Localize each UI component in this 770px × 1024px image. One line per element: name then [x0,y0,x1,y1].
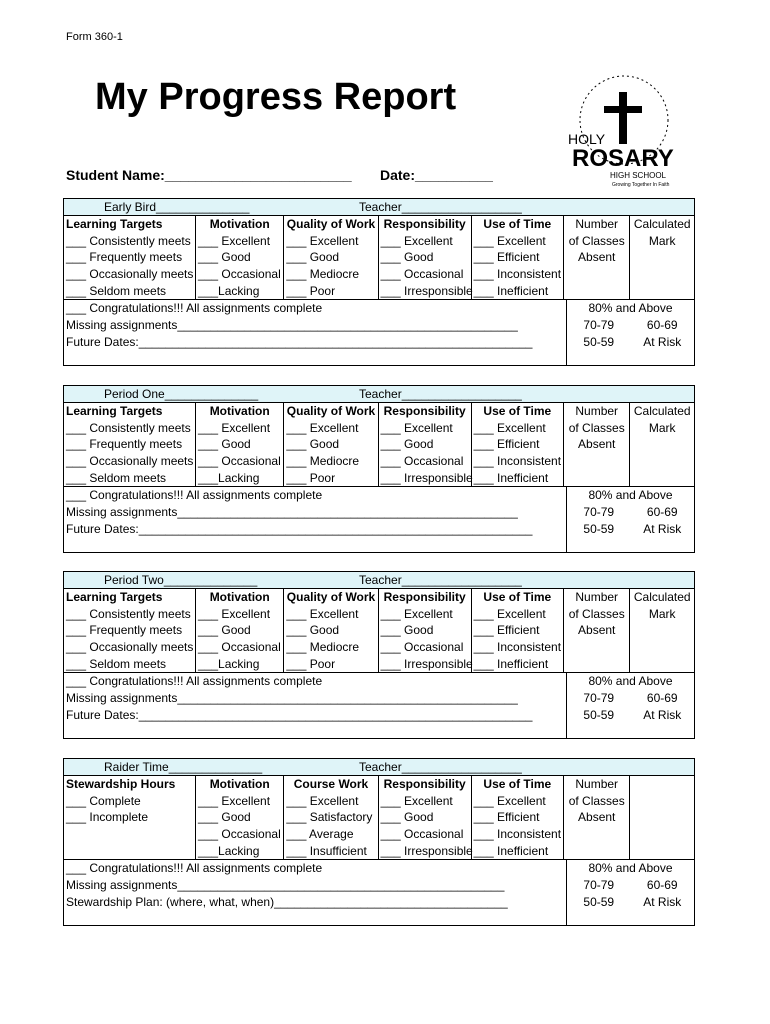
option-item: ___ Good [198,623,251,638]
option-item: ___ Good [198,437,251,452]
option-item: ___Lacking [198,283,260,298]
option-item [630,793,694,810]
scale-item: 70-79 [583,318,615,333]
option-item: ___ Inefficient [473,656,549,671]
option-item: Mark [648,233,676,248]
column-4 [379,403,472,486]
option-item: ___ Frequently meets [66,623,183,638]
option-item: Mark [648,420,676,435]
section-line: ___ Congratulations!!! All assignments complete [66,861,323,876]
option-item: ___ Excellent [473,420,546,435]
option-item: ___ Inconsistent [473,640,562,655]
section-header [64,199,694,216]
option-item: of Classes [568,420,625,435]
report-section [63,758,695,926]
option-item [564,283,630,300]
column-header: Quality of Work [286,217,376,231]
scale-item: 50-59 [583,894,615,909]
option-item: ___ Occasional [380,267,464,282]
option-item [564,453,630,470]
option-item: ___ Good [380,437,434,452]
option-item: ___ Incomplete [66,810,149,825]
column-7 [630,776,694,859]
option-item: ___ Excellent [286,420,359,435]
report-section [63,571,695,739]
logo-tagline: Growing Together In Faith [612,182,670,188]
option-item: ___ Satisfactory [286,810,373,825]
option-item: ___Lacking [198,656,260,671]
option-item [630,622,694,639]
column-3 [284,403,378,486]
option-item: ___ Good [286,250,340,265]
period-label: Raider Time______________ [104,760,263,774]
section-header [64,572,694,589]
option-item: ___ Excellent [380,420,453,435]
option-item: ___ Irresponsible [380,470,473,485]
option-item: ___ Frequently meets [66,437,183,452]
report-section [63,198,695,366]
column-3 [284,776,378,859]
section-line: Stewardship Plan: (where, what, when)___________________________________ [66,894,508,909]
option-item: ___ Efficient [473,810,540,825]
column-7 [630,216,694,299]
section-line: Missing assignments_________________________________________________ [66,878,505,893]
column-header: Learning Targets [66,404,163,418]
column-header: Learning Targets [66,217,163,231]
option-item: ___ Excellent [380,606,453,621]
column-header: Motivation [209,590,270,604]
column-header: Responsibility [383,590,466,604]
teacher-label: Teacher__________________ [359,200,522,214]
option-item: ___ Consistently meets [66,606,191,621]
option-item: ___ Excellent [198,233,271,248]
column-header: Motivation [209,777,270,791]
page-title: My Progress Report [95,76,457,118]
option-item: ___ Consistently meets [66,233,191,248]
logo-line1: HOLY [568,131,606,147]
option-item: ___ Good [286,623,340,638]
scale-item: At Risk [643,707,682,722]
option-item [64,843,195,860]
column-header: Use of Time [483,404,552,418]
grading-scale [567,300,694,364]
option-item: ___ Occasional [198,827,281,842]
option-item: ___ Excellent [473,233,546,248]
scale-item: 60-69 [646,878,678,893]
teacher-label: Teacher__________________ [359,387,522,401]
option-item: ___ Good [380,623,434,638]
option-item: ___ Good [286,437,340,452]
option-item: ___ Excellent [380,233,453,248]
option-item: ___ Excellent [473,793,546,808]
form-number: Form 360-1 [66,31,123,43]
option-item: ___ Excellent [198,420,271,435]
scale-item: 80% and Above [588,488,673,503]
option-item [630,639,694,656]
option-item: ___ Seldom meets [66,283,167,298]
section-line: Missing assignments___________________________________________________ [66,318,518,333]
option-item: ___ Excellent [198,793,271,808]
option-item: ___ Seldom meets [66,470,167,485]
teacher-label: Teacher__________________ [359,573,522,587]
grading-scale [567,673,694,737]
column-header: Motivation [209,404,270,418]
logo-line2: ROSARY [572,145,674,172]
option-item: ___ Inefficient [473,283,549,298]
period-label: Period Two______________ [104,573,258,587]
column-header: Number [575,777,619,791]
option-item [630,266,694,283]
column-6 [564,589,631,672]
option-item: ___ Efficient [473,250,540,265]
option-item: ___ Inconsistent [473,454,562,469]
grading-scale [567,487,694,551]
option-item [564,656,630,673]
option-item [564,470,630,487]
scale-item: 80% and Above [588,861,673,876]
option-item: ___ Inefficient [473,843,549,858]
scale-item: At Risk [643,334,682,349]
column-3 [284,216,378,299]
option-item: ___ Good [380,250,434,265]
column-5 [472,776,564,859]
column-header: Motivation [209,217,270,231]
option-item: ___ Excellent [286,793,359,808]
option-item: ___ Excellent [286,606,359,621]
report-section [63,385,695,553]
column-header: Use of Time [483,217,552,231]
option-item: ___ Poor [286,470,336,485]
option-item [630,249,694,266]
column-5 [472,403,564,486]
column-1 [64,776,196,859]
section-header [64,759,694,776]
section-line: Missing assignments___________________________________________________ [66,691,518,706]
option-item: ___ Irresponsible [380,656,473,671]
column-2 [196,403,284,486]
option-item: ___ Good [198,810,251,825]
cross-icon [619,92,627,144]
column-header: Use of Time [483,777,552,791]
option-item: ___ Excellent [198,606,271,621]
option-item: ___ Complete [66,793,141,808]
option-item: ___ Occasional [198,640,281,655]
grading-scale [567,860,694,924]
column-header: Learning Targets [66,590,163,604]
option-item: ___ Mediocre [286,454,360,469]
section-line: Future Dates:___________________________________________________________ [66,707,533,722]
column-header: Quality of Work [286,404,376,418]
section-line: Future Dates:___________________________________________________________ [66,521,533,536]
option-item [564,843,630,860]
option-item: ___ Inconsistent [473,267,562,282]
scale-item: At Risk [643,894,682,909]
column-5 [472,216,564,299]
option-item: ___ Mediocre [286,267,360,282]
option-item [630,283,694,300]
option-item: ___ Good [380,810,434,825]
option-item: ___ Inconsistent [473,827,562,842]
column-7 [630,589,694,672]
column-header: Quality of Work [286,590,376,604]
column-2 [196,589,284,672]
scale-item: 50-59 [583,334,615,349]
option-item [630,453,694,470]
option-item: ___ Mediocre [286,640,360,655]
column-4 [379,589,472,672]
option-item: ___ Occasionally meets [66,267,194,282]
option-item: ___ Excellent [286,233,359,248]
section-header [64,386,694,403]
scale-item: 60-69 [646,691,678,706]
scale-item: 50-59 [583,707,615,722]
column-6 [564,776,631,859]
scale-item: 80% and Above [588,674,673,689]
scale-item: 80% and Above [588,301,673,316]
option-item [564,639,630,656]
option-item: ___ Frequently meets [66,250,183,265]
option-item: ___ Occasionally meets [66,454,194,469]
column-2 [196,216,284,299]
column-2 [196,776,284,859]
option-item: ___Lacking [198,843,260,858]
option-item: ___ Seldom meets [66,656,167,671]
option-item: ___ Occasional [198,454,281,469]
option-item [64,826,195,843]
option-item: ___ Occasionally meets [66,640,194,655]
school-logo [560,72,682,190]
scale-item: 70-79 [583,878,615,893]
option-item [564,826,630,843]
option-item: ___ Occasional [380,827,464,842]
column-4 [379,216,472,299]
section-line: Future Dates:___________________________________________________________ [66,334,533,349]
option-item: ___ Consistently meets [66,420,191,435]
option-item: ___Lacking [198,470,260,485]
column-header: Stewardship Hours [66,777,176,791]
column-header: Use of Time [483,590,552,604]
column-header: Number [575,217,619,231]
option-item: Mark [648,606,676,621]
section-line: ___ Congratulations!!! All assignments complete [66,488,323,503]
option-item [630,826,694,843]
column-1 [64,403,196,486]
period-label: Early Bird______________ [104,200,250,214]
option-item: Absent [578,623,616,638]
scale-item: 70-79 [583,691,615,706]
option-item: ___ Average [286,827,354,842]
column-header: Course Work [293,777,369,791]
option-item [630,843,694,860]
column-header: Calculated [633,404,691,418]
scale-item: 70-79 [583,505,615,520]
option-item: ___ Efficient [473,623,540,638]
column-5 [472,589,564,672]
option-item [630,809,694,826]
option-item: ___ Occasional [198,267,281,282]
option-item: of Classes [568,606,625,621]
column-header [630,776,694,793]
option-item: ___ Good [198,250,251,265]
column-1 [64,589,196,672]
option-item: ___ Inefficient [473,470,549,485]
option-item [630,436,694,453]
student-name-label: Student Name:________________________ [66,167,352,183]
option-item: ___ Occasional [380,454,464,469]
option-item: ___ Efficient [473,437,540,452]
option-item [630,656,694,673]
option-item: Absent [578,250,616,265]
section-line: Missing assignments___________________________________________________ [66,505,518,520]
teacher-label: Teacher__________________ [359,760,522,774]
option-item: ___ Excellent [380,793,453,808]
option-item: Absent [578,810,616,825]
option-item [564,266,630,283]
option-item [630,470,694,487]
option-item: ___ Irresponsible [380,843,473,858]
column-7 [630,403,694,486]
column-1 [64,216,196,299]
column-4 [379,776,472,859]
option-item: ___ Poor [286,283,336,298]
option-item: ___ Occasional [380,640,464,655]
column-6 [564,216,631,299]
scale-item: 50-59 [583,521,615,536]
option-item: Absent [578,437,616,452]
period-label: Period One______________ [104,387,259,401]
column-header: Responsibility [383,777,466,791]
column-header: Number [575,404,619,418]
option-item: of Classes [568,233,625,248]
logo-line3: HIGH SCHOOL [610,171,667,180]
column-3 [284,589,378,672]
column-6 [564,403,631,486]
column-header: Responsibility [383,217,466,231]
column-header: Responsibility [383,404,466,418]
column-header: Calculated [633,217,691,231]
scale-item: 60-69 [646,318,678,333]
option-item: of Classes [568,793,625,808]
option-item: ___ Insufficient [286,843,367,858]
scale-item: At Risk [643,521,682,536]
option-item: ___ Excellent [473,606,546,621]
column-header: Calculated [633,590,691,604]
section-line: ___ Congratulations!!! All assignments complete [66,674,323,689]
column-header: Number [575,590,619,604]
scale-item: 60-69 [646,505,678,520]
section-line: ___ Congratulations!!! All assignments complete [66,301,323,316]
option-item: ___ Irresponsible [380,283,473,298]
date-label: Date:__________ [380,167,493,183]
option-item: ___ Poor [286,656,336,671]
